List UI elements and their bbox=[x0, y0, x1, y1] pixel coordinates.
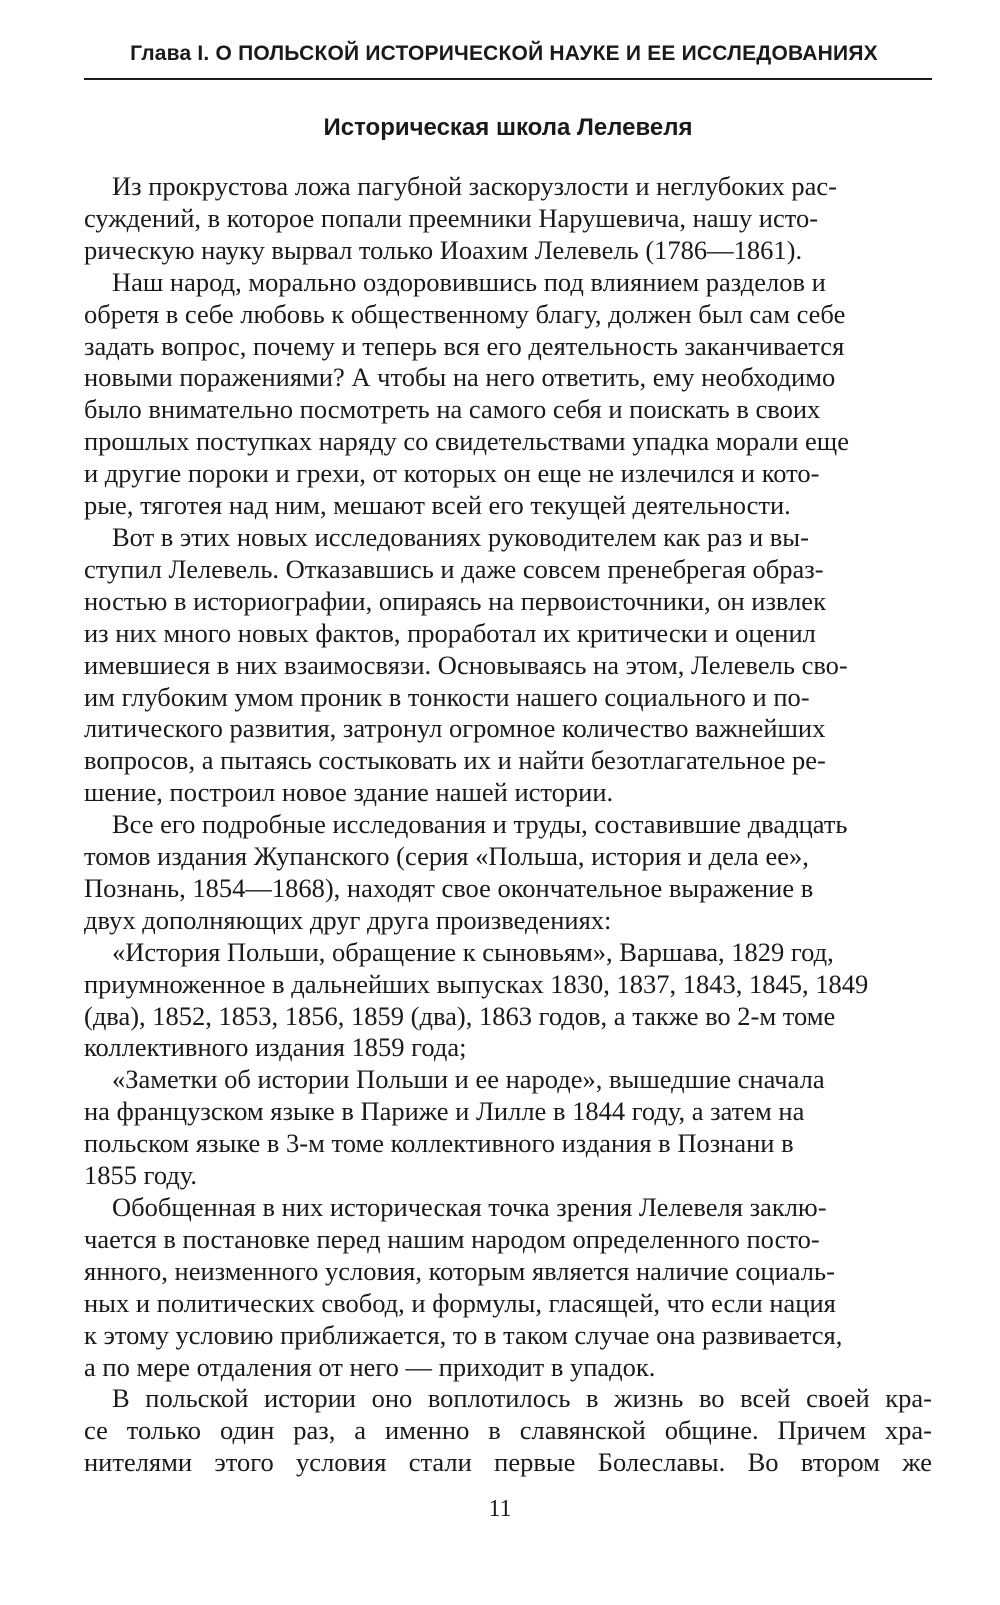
paragraph bbox=[84, 809, 932, 937]
text-line: ступил Лелевель. Отказавшись и даже совсем пренебрегая образ- bbox=[84, 553, 824, 584]
header-rule bbox=[84, 78, 932, 80]
text-line: польском языке в 3-м томе коллективного издания в Познани в bbox=[84, 1128, 794, 1159]
text-line: на французском языке в Париже и Лилле в 1844 году, а затем на bbox=[84, 1096, 805, 1127]
running-header: Глава I. О ПОЛЬСКОЙ ИСТОРИЧЕСКОЙ НАУКЕ И ЕЕ ИССЛЕДОВАНИЯХ bbox=[130, 42, 878, 65]
text-line: имевшиеся в них взаимосвязи. Основываясь на этом, Лелевель сво- bbox=[84, 649, 848, 680]
text-line: ностью в историографии, опираясь на первоисточники, он извлек bbox=[84, 585, 826, 616]
text-line: и другие пороки и грехи, от которых он еще не излечился и кото- bbox=[84, 458, 820, 489]
text-line: рическую науку вырвал только Иоахим Лелевель (1786—1861). bbox=[84, 234, 803, 265]
text-line: томов издания Жупанского (серия «Польша, история и дела ее», bbox=[84, 841, 809, 872]
text-line: «Заметки об истории Польши и ее народе», вышедшие сначала bbox=[112, 1064, 825, 1095]
text-line: Познань, 1854—1868), находят свое окончательное выражение в bbox=[84, 872, 814, 903]
section-title: Историческая школа Лелевеля bbox=[323, 114, 693, 141]
paragraph bbox=[84, 267, 932, 522]
paragraph bbox=[84, 171, 932, 267]
text-line: к этому условию приближается, то в таком случае она развивается, bbox=[84, 1319, 843, 1350]
text-line: вопросов, а пытаясь состыковать их и найти безотлагательное ре- bbox=[84, 745, 826, 776]
text-line: из них много новых фактов, проработал их критически и оценил bbox=[84, 617, 816, 648]
text-line: новыми поражениями? А чтобы на него ответить, ему необходимо bbox=[84, 362, 836, 393]
text-line: Вот в этих новых исследованиях руководителем как раз и вы- bbox=[112, 521, 809, 552]
text-line: было внимательно посмотреть на самого себя и поискать в своих bbox=[84, 394, 821, 425]
text-line: Все его подробные исследования и труды, составившие двадцать bbox=[112, 809, 848, 840]
text-line: литического развития, затронул огромное количество важнейших bbox=[84, 713, 826, 744]
text-line: задать вопрос, почему и теперь вся его деятельность заканчивается bbox=[84, 330, 845, 361]
text-line: обретя в себе любовь к общественному благу, должен был сам себе bbox=[84, 298, 846, 329]
text-line: шение, построил новое здание нашей истории. bbox=[84, 777, 614, 808]
text-line: Наш народ, морально оздоровившись под влиянием разделов и bbox=[112, 266, 826, 297]
paragraph bbox=[84, 1192, 932, 1383]
text-line: Из прокрустова ложа пагубной заскорузлости и неглубоких рас- bbox=[112, 171, 838, 201]
text-line: рые, тяготея над ним, мешают всей его текущей деятельности. bbox=[84, 490, 791, 521]
text-line: «История Польши, обращение к сыновьям», Варшава, 1829 год, bbox=[112, 936, 834, 967]
text-line: прошлых поступках наряду со свидетельствами упадка морали еще bbox=[84, 426, 849, 457]
body-text bbox=[84, 171, 932, 1479]
text-line: коллективного издания 1859 года; bbox=[84, 1032, 467, 1063]
text-line: ных и политических свобод, и формулы, гласящей, что если нация bbox=[84, 1287, 836, 1318]
paragraph bbox=[84, 937, 932, 1065]
text-line: им глубоким умом проник в тонкости нашего социального и по- bbox=[84, 681, 810, 712]
text-line: суждений, в которое попали преемники Нарушевича, нашу исто- bbox=[84, 202, 819, 233]
text-line: двух дополняющих друг друга произведениях: bbox=[84, 904, 612, 935]
paragraph bbox=[84, 522, 932, 809]
text-line: 1855 году. bbox=[84, 1160, 198, 1191]
text-line: нителями этого условия стали первые Болеславы. Во втором же bbox=[84, 1447, 932, 1478]
text-line: В польской истории оно воплотилось в жизнь во всей своей кра- bbox=[112, 1383, 932, 1414]
page-number: 11 bbox=[488, 1496, 512, 1522]
paragraph bbox=[84, 1064, 932, 1192]
text-line: Обобщенная в них историческая точка зрения Лелевеля заклю- bbox=[112, 1192, 827, 1222]
text-line: янного, неизменного условия, которым является наличие социаль- bbox=[84, 1255, 835, 1286]
text-line: приумноженное в дальнейших выпусках 1830, 1837, 1843, 1845, 1849 bbox=[84, 968, 869, 999]
text-line: се только один раз, а именно в славянской общине. Причем хра- bbox=[84, 1415, 932, 1446]
text-line: (два), 1852, 1853, 1856, 1859 (два), 1863 годов, а также во 2-м томе bbox=[84, 1000, 836, 1031]
text-line: чается в постановке перед нашим народом определенного посто- bbox=[84, 1223, 820, 1254]
paragraph bbox=[84, 1383, 932, 1479]
text-line: а по мере отдаления от него — приходит в упадок. bbox=[84, 1351, 656, 1382]
